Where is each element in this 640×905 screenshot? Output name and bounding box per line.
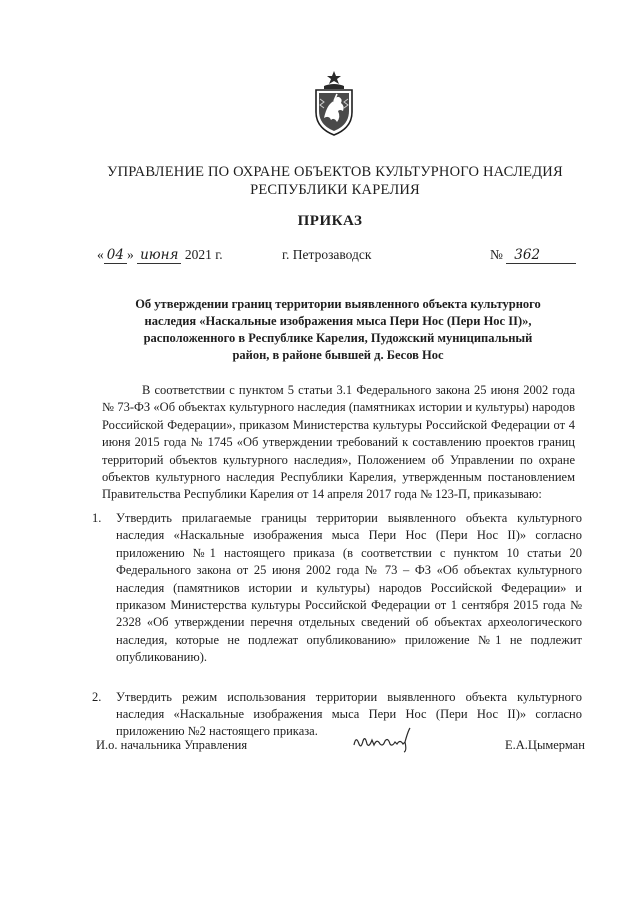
order-date bbox=[97, 247, 223, 264]
order-subject: Об утверждении границ территории выявленного объекта культурного наследия «Наскальные изображения мыса Пери Нос (Пери Нос II)», расположенного в Республике Карелия, Пудожский муниципальный район, в районе бывшей д. Бесов Нос bbox=[135, 297, 541, 362]
date-year: 2021 г. bbox=[184, 247, 223, 262]
date-close-quote: » bbox=[126, 247, 134, 262]
date-day: 04 bbox=[104, 247, 127, 264]
order-item-number: 1. bbox=[92, 511, 102, 525]
signatory-name: Е.А.Цымерман bbox=[505, 738, 585, 752]
handwritten-signature bbox=[350, 725, 440, 753]
order-item-number: 2. bbox=[92, 689, 102, 704]
date-month: июня bbox=[137, 247, 181, 264]
order-item-text: Утвердить режим использования территории выявленного объекта культурного наследия «Наскальные изображения мыса Пери Нос (Пери Нос II)» согласно приложению №2 настоящего приказа. bbox=[116, 689, 582, 739]
order-number bbox=[490, 247, 576, 264]
date-open-quote: « bbox=[97, 247, 104, 262]
order-preamble: В соответствии с пунктом 5 статьи 3.1 Федерального закона 25 июня 2002 года № 73-ФЗ «Об объектах культурного наследия (памятниках истории и культуры) народов Российской Федерации», приказом Министерства культуры Российской Федерации от 4 июня 2015 года № 1745 «Об утверждении требований к составлению проектов границ территорий объектов культурного наследия», Положением об Управлении по охране объектов культурного наследия Республики Карелия, утвержденным постановлением Правительства Республики Карелия от 14 апреля 2017 года № 123-П, приказываю: bbox=[102, 383, 575, 502]
organization-title bbox=[90, 163, 580, 199]
order-item bbox=[92, 510, 582, 667]
order-item bbox=[92, 689, 582, 741]
organization-title-line-1: УПРАВЛЕНИЕ ПО ОХРАНЕ ОБЪЕКТОВ КУЛЬТУРНОГО НАСЛЕДИЯ bbox=[107, 164, 563, 180]
signatory-position: И.о. начальника Управления bbox=[96, 738, 248, 752]
number-label: № bbox=[490, 247, 503, 262]
organization-title-line-2: РЕСПУБЛИКИ КАРЕЛИЯ bbox=[250, 182, 420, 198]
order-city: г. Петрозаводск bbox=[282, 247, 372, 262]
order-item-text: Утвердить прилагаемые границы территории выявленного объекта культурного наследия «Наскальные изображения мыса Пери Нос (Пери Нос II)» согласно приложению №1 настоящего приказа (в соответствии с пунктом 10 статьи 20 Федерального закона от 25 июня 2002 года № 73 – ФЗ «Об объектах культурного наследия (памятников истории и культуры) народов Российской Федерации» и приказом Министерства культуры Российской Федерации от 1 сентября 2015 года № 2328 «Об утверждении перечня отдельных сведений об объектах археологического наследия, которые не подлежат опубликованию» приложение №1 не подлежит опубликованию). bbox=[116, 511, 582, 665]
order-items bbox=[92, 510, 582, 741]
coat-of-arms-icon bbox=[310, 70, 358, 136]
number-value: 362 bbox=[506, 247, 576, 264]
document-type: ПРИКАЗ bbox=[297, 213, 363, 229]
